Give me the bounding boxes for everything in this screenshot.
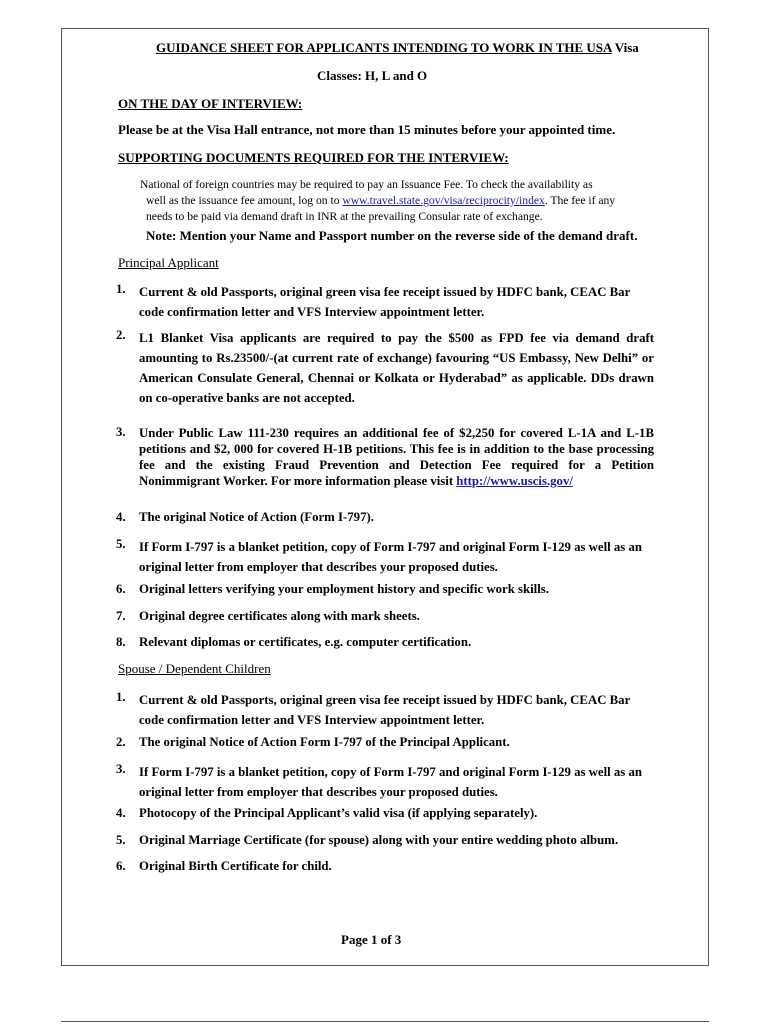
- item-number: 2.: [116, 735, 126, 749]
- item-text-body: Under Public Law 111-230 requires an additional fee of $2,250 for covered L-1A and L-1B petitions and $2, 000 for covered H-1B petitions. This fee is in addition to the base processing fee and the existing Fraud Prevention and Detection Fee required for a Petition Nonimmigrant Worker. For more information please visit: [139, 426, 654, 488]
- uscis-link[interactable]: http://www.uscis.gov/: [456, 474, 573, 488]
- item-text: If Form I-797 is a blanket petition, copy of Form I-797 and original Form I-129 as well as an original letter from employer that describes your proposed duties.: [139, 540, 642, 574]
- item-text: L1 Blanket Visa applicants are required to pay the $500 as FPD fee via demand draft amounting to Rs.23500/-(at current rate of exchange) favouring “US Embassy, New Delhi” or American Consulate General, Chennai or Kolkata or Hyderabad” as applicable. DDs drawn on co-operative banks are not accepted.: [139, 331, 654, 405]
- item-text: [139, 425, 654, 489]
- item-number: 1.: [116, 282, 126, 296]
- item-number: 5.: [116, 537, 126, 551]
- title-main: GUIDANCE SHEET FOR APPLICANTS INTENDING TO WORK IN THE USA: [156, 40, 612, 55]
- principal-applicant-heading: Principal Applicant: [118, 255, 219, 270]
- item-number: 4.: [116, 510, 126, 524]
- notice-line-1: National of foreign countries may be required to pay an Issuance Fee. To check the availability as: [140, 178, 593, 191]
- item-number: 6.: [116, 582, 126, 596]
- document-title: [156, 40, 639, 56]
- next-page-top-rule: [61, 1021, 709, 1022]
- item-text: If Form I-797 is a blanket petition, copy of Form I-797 and original Form I-129 as well as an original letter from employer that describes your proposed duties.: [139, 765, 642, 799]
- item-number: 3.: [116, 762, 126, 776]
- item-number: 5.: [116, 833, 126, 847]
- item-text: Original degree certificates along with mark sheets.: [139, 609, 420, 623]
- item-number: 2.: [116, 328, 126, 342]
- item-text: Current & old Passports, original green visa fee receipt issued by HDFC bank, CEAC Bar code confirmation letter and VFS Interview appointment letter.: [139, 285, 631, 319]
- item-number: 6.: [116, 859, 126, 873]
- demand-draft-note: Note: Mention your Name and Passport number on the reverse side of the demand draft.: [146, 228, 638, 243]
- item-text: Original Marriage Certificate (for spouse) along with your entire wedding photo album.: [139, 833, 619, 847]
- notice-line-2: [146, 194, 615, 207]
- item-number: 8.: [116, 635, 126, 649]
- visa-classes: Classes: H, L and O: [317, 68, 428, 83]
- item-number: 7.: [116, 609, 126, 623]
- item-text: The original Notice of Action Form I-797 of the Principal Applicant.: [139, 735, 510, 749]
- item-text: The original Notice of Action (Form I-797).: [139, 510, 374, 524]
- item-number: 1.: [116, 690, 126, 704]
- notice-line-2-pre: well as the issuance fee amount, log on to: [146, 194, 343, 207]
- item-text: Original Birth Certificate for child.: [139, 859, 332, 873]
- reciprocity-link[interactable]: www.travel.state.gov/visa/reciprocity/index: [342, 194, 545, 207]
- page-number: Page 1 of 3: [341, 932, 402, 947]
- page-bottom-rule: [61, 965, 709, 966]
- interview-day-text: Please be at the Visa Hall entrance, not more than 15 minutes before your appointed time.: [118, 122, 616, 137]
- item-text: Photocopy of the Principal Applicant’s valid visa (if applying separately).: [139, 806, 538, 820]
- item-text: Current & old Passports, original green visa fee receipt issued by HDFC bank, CEAC Bar code confirmation letter and VFS Interview appointment letter.: [139, 693, 631, 727]
- notice-line-2-post: . The fee if any: [544, 194, 616, 207]
- item-text: Relevant diplomas or certificates, e.g. computer certification.: [139, 635, 472, 649]
- item-number: 4.: [116, 806, 126, 820]
- interview-day-heading: ON THE DAY OF INTERVIEW:: [118, 96, 303, 111]
- item-text: Original letters verifying your employment history and specific work skills.: [139, 582, 549, 596]
- item-number: 3.: [116, 425, 126, 439]
- supporting-documents-heading: SUPPORTING DOCUMENTS REQUIRED FOR THE INTERVIEW:: [118, 150, 509, 165]
- title-tail: Visa: [611, 40, 639, 55]
- spouse-dependents-heading: Spouse / Dependent Children: [118, 661, 271, 676]
- page-frame: [61, 28, 709, 966]
- notice-line-3: needs to be paid via demand draft in INR at the prevailing Consular rate of exchange.: [146, 210, 543, 223]
